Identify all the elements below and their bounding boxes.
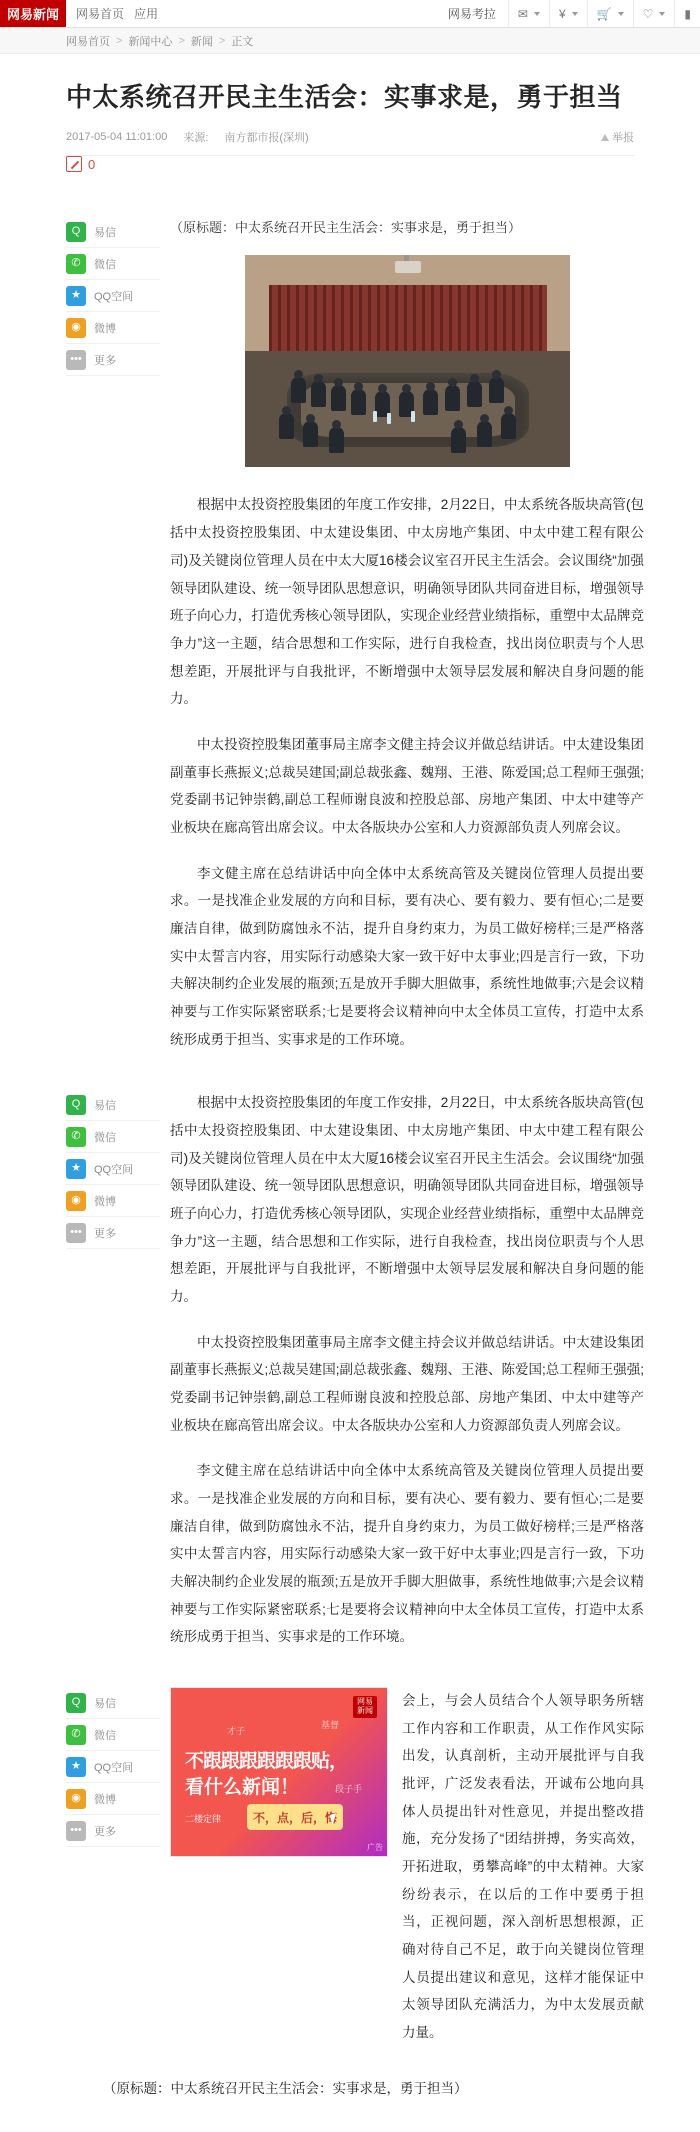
source-name[interactable]: 南方都市报(深圳) [224,132,309,145]
qzone-icon: ★ [66,286,86,306]
share-item-qzone[interactable] [66,1751,160,1783]
topbar-favorites-menu[interactable] [633,0,675,27]
share-item-weixin[interactable] [66,248,160,280]
topbar-link-home[interactable]: 网易首页 [76,7,125,21]
topbar-kaola-label: 网易考拉 [447,7,496,21]
share-label: 易信 [94,1099,116,1112]
paragraph: 中太投资控股集团董事局主席李文健主持会议并做总结讲话。中太建设集团副董事长燕振义;总裁吴建国;副总裁张鑫、魏翔、王港、陈爱国;总工程师王强强;党委副书记钟崇鹤,副总工程师谢良波和控股总部、房地产集团、中太中建等产业板块在廊高管出席会议。中太各版块办公室和人力资源部负责人列席会议。 [170,736,645,835]
paragraph: 根据中太投资控股集团的年度工作安排，2月22日，中太系统各版块高管(包括中太投资控股集团、中太建设集团、中太房地产集团、中太中建工程有限公司)及关键岗位管理人员在中太大厦16楼会议室召开民主生活会。会议围绕“加强领导团队建设、统一领导团队思想意识，明确领导团队共同奋进目标，增强领导班子向心力，打造优秀核心领导团队，实现企业经营业绩指标，重塑中太品牌竞争力”这一主题，结合思想和工作实际，进行自我检查，找出岗位职责与个人思想差距，开展批评与自我批评，不断增强中太领导层发展和解决自身问题的能力。 [170,497,644,707]
breadcrumb-item-3[interactable]: 正文 [231,35,254,48]
pencil-icon [66,156,82,172]
share-item-yixin[interactable] [66,1687,160,1719]
article-body-bottom [0,1669,700,2065]
article-body-middle [0,1071,700,1669]
original-title-line: （原标题：中太系统召开民主生活会：实事求是，勇于担当） [170,220,522,236]
netease-logo-sub: 新闻 [33,7,60,22]
page-title: 中太系统召开民主生活会：实事求是，勇于担当 [66,82,623,112]
share-column-1 [0,198,160,1071]
chevron-down-icon [534,12,540,16]
advertisement-banner[interactable] [170,1687,388,1857]
heart-icon: ♡ [642,6,654,21]
weibo-icon: ◉ [66,1789,86,1809]
ad-cta-button[interactable]: 不，点，后，悔 [247,1804,343,1830]
topbar-links [66,0,158,27]
more-icon: ••• [66,1821,86,1841]
share-item-weixin[interactable] [66,1719,160,1751]
share-label: QQ空间 [94,290,134,303]
share-column-2 [0,1071,160,1669]
user-icon: ▮ [684,6,691,21]
mail-icon: ✉ [517,6,528,21]
warning-triangle-icon [601,134,609,141]
weixin-icon: ✆ [66,1127,86,1147]
topbar-mail-menu[interactable] [508,0,549,27]
share-label: 易信 [94,226,116,239]
topbar-cart-menu[interactable] [587,0,633,27]
topbar-right-group [439,0,700,27]
share-label: 微博 [94,322,116,335]
share-column-3 [0,1669,160,2065]
breadcrumb-separator: > [218,34,226,47]
share-label: 更多 [94,1825,116,1838]
share-label: 微信 [94,1729,116,1742]
share-label: QQ空间 [94,1163,134,1176]
currency-icon: ¥ [558,6,566,21]
paragraph: 根据中太投资控股集团的年度工作安排，2月22日，中太系统各版块高管(包括中太投资控股集团、中太建设集团、中太房地产集团、中太中建工程有限公司)及关键岗位管理人员在中太大厦16楼会议室召开民主生活会。会议围绕“加强领导团队建设、统一领导团队思想意识，明确领导团队共同奋进目标，增强领导班子向心力，打造优秀核心领导团队，实现企业经营业绩指标，重塑中太品牌竞争力”这一主题，结合思想和工作实际，进行自我检查，找出岗位职责与个人思想差距，开展批评与自我批评，不断增强中太领导层发展和解决自身问题的能力。 [170,1095,644,1304]
paragraph: 李文健主席在总结讲话中向全体中太系统高管及关键岗位管理人员提出要求。一是找准企业发展的方向和目标，要有决心、要有毅力、要有恒心;二是要廉洁自律，做到防腐蚀永不沾，提升自身约束力，为员工做好榜样;三是严格落实中太誓言内容，用实际行动感染大家一致干好中太事业;四是言行一致，下功夫解决制约企业发展的瓶颈;五是放开手脚大胆做事，系统性地做事;六是会议精神要与工作实际紧密联系;七是要将会议精神向中太全体员工宣传，打造中太系统形成勇于担当、实事求是的工作环境。 [170,865,644,1047]
comment-count: 0 [88,156,96,172]
ad-netease-logo [353,1696,377,1718]
cart-icon: 🛒 [596,6,612,21]
yixin-icon: Q [66,1095,86,1115]
article-meta [66,129,634,156]
yixin-icon: Q [66,1693,86,1713]
paragraph: 中太投资控股集团董事局主席李文健主持会议并做总结讲话。中太建设集团副董事长燕振义;总裁吴建国;副总裁张鑫、魏翔、王港、陈爱国;总工程师王强强;党委副书记钟崇鹤,副总工程师谢良波和控股总部、房地产集团、中太中建等产业板块在廊高管出席会议。中太各版块办公室和人力资源部负责人列席会议。 [170,1334,645,1433]
article-content [160,198,700,1071]
publish-date: 2017-05-04 11:01:00 [66,131,168,144]
more-icon: ••• [66,350,86,370]
ad-subtext: 二楼定律 [185,1814,222,1825]
topbar-kaola-link[interactable] [439,0,508,27]
topbar-currency-menu[interactable] [549,0,587,27]
report-label: 举报 [612,132,634,145]
share-item-more[interactable] [66,344,160,376]
ad-word-right: 基督 [321,1720,340,1731]
ad-title-line1: 不跟跟跟跟跟跟贴， [185,1751,348,1773]
share-item-weixin[interactable] [66,1121,160,1153]
share-item-weibo[interactable] [66,1185,160,1217]
more-icon: ••• [66,1223,86,1243]
breadcrumb-separator: > [116,34,123,47]
ad-word-left: 才子 [227,1726,246,1737]
share-item-qzone[interactable] [66,280,160,312]
breadcrumb-item-0[interactable]: 网易首页 [66,35,110,48]
breadcrumb-separator: > [178,34,185,47]
article-body-top [0,198,700,1071]
netease-logo[interactable] [0,0,66,27]
qzone-icon: ★ [66,1159,86,1179]
share-label: 微博 [94,1195,116,1208]
article-header [0,54,700,156]
share-item-yixin[interactable] [66,1089,160,1121]
ad-label: 广告 [367,1843,383,1853]
topbar-link-apps[interactable]: 应用 [134,7,159,21]
share-item-more[interactable] [66,1217,160,1249]
ad-word-right2: 段子手 [335,1784,363,1795]
ad-logo-line1: 网易 [357,1697,373,1707]
share-label: 微博 [94,1793,116,1806]
share-item-yixin[interactable] [66,216,160,248]
share-label: 更多 [94,354,116,367]
topbar-user-menu[interactable] [674,0,700,27]
photo-projector [395,261,421,273]
article-content-ad-row [160,1669,700,2065]
advertisement-row [170,1687,644,2047]
yixin-icon: Q [66,222,86,242]
breadcrumb-item-2[interactable]: 新闻 [190,35,213,48]
chevron-down-icon [572,12,578,16]
share-label: QQ空间 [94,1761,134,1774]
weixin-icon: ✆ [66,254,86,274]
photo-attendees [245,355,570,467]
report-button[interactable] [601,129,634,145]
breadcrumb [0,28,700,54]
paragraph: 李文健主席在总结讲话中向全体中太系统高管及关键岗位管理人员提出要求。一是找准企业发展的方向和目标，要有决心、要有毅力、要有恒心;二是要廉洁自律，做到防腐蚀永不沾，提升自身约束力，为员工做好榜样;三是严格落实中太誓言内容，用实际行动感染大家一致干好中太事业;四是言行一致，下功夫解决制约企业发展的瓶颈;五是放开手脚大胆做事，系统性地做事;六是会议精神要与工作实际紧密联系;七是要将会议精神向中太全体员工宣传，打造中太系统形成勇于担当、实事求是的工作环境。 [170,1463,644,1645]
share-stack-2 [0,1089,160,1249]
share-label: 更多 [94,1227,116,1240]
share-item-qzone[interactable] [66,1153,160,1185]
share-label: 微信 [94,258,116,271]
article-photo-meeting-room [245,255,570,467]
weixin-icon: ✆ [66,1725,86,1745]
weibo-icon: ◉ [66,318,86,338]
share-item-more[interactable] [66,1815,160,1847]
share-label: 微信 [94,1131,116,1144]
ad-logo-line2: 新闻 [357,1705,373,1715]
chevron-down-icon [618,12,624,16]
share-stack-1 [0,216,160,376]
paragraph-beside-ad: 会上，与会人员结合个人领导职务所辖工作内容和工作职责，从工作作风实际出发，认真剖析，主动开展批评与自我批评，广泛发表看法，开诚布公地向具体人员提出针对性意见，并提出整改措施，充分发扬了“团结拼搏，务实高效，开拓进取，勇攀高峰”的中太精神。大家纷纷表示，在以后的工作中要勇于担当，正视问题，深入剖析思想根源，正确对待自己不足，敢于向关键岗位管理人员提出建议和意见，这样才能保证中太领导团队充满活力，为中太发展贡献力量。 [402,1693,644,2041]
comment-counter[interactable] [0,156,700,172]
photo-curtain [269,285,547,351]
footer-original-title: （原标题：中太系统召开民主生活会：实事求是，勇于担当） [103,2080,468,2096]
source-label: 来源: [183,132,209,145]
ad-title-line2: 看什么新闻！ [185,1777,300,1799]
share-item-weibo[interactable] [66,312,160,344]
share-label: 易信 [94,1697,116,1710]
weibo-icon: ◉ [66,1191,86,1211]
breadcrumb-item-1[interactable]: 新闻中心 [128,35,173,48]
top-navigation-bar [0,0,700,28]
chevron-down-icon [659,12,665,16]
qzone-icon: ★ [66,1757,86,1777]
article-content-continued [160,1071,700,1669]
netease-logo-text: 网易 [6,7,33,22]
share-item-weibo[interactable] [66,1783,160,1815]
share-stack-3 [0,1687,160,1847]
